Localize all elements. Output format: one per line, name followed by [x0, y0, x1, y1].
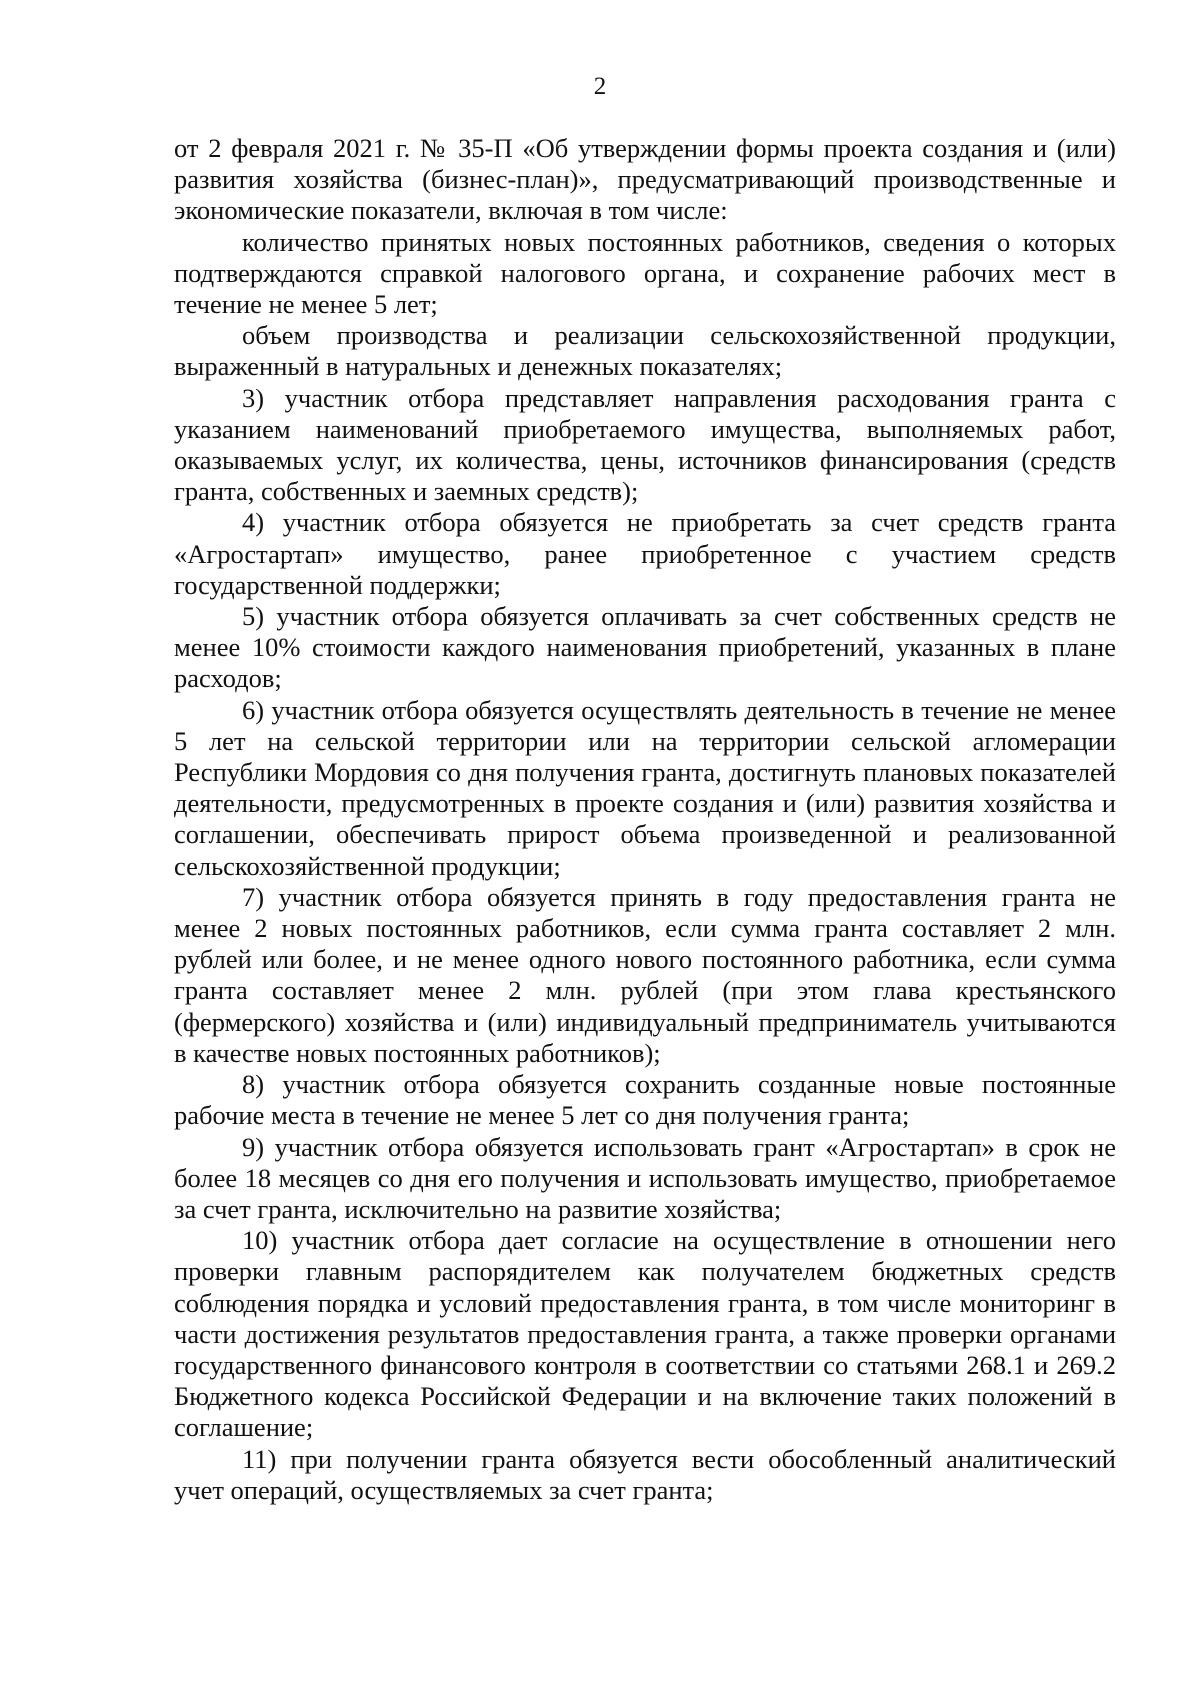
paragraph: 8) участник отбора обязуется сохранить созданные новые постоянные рабочие места в течение не менее 5 лет со дня получения гранта;	[174, 1069, 1116, 1131]
paragraph: объем производства и реализации сельскохозяйственной продукции, выраженный в натуральных и денежных показателях;	[174, 320, 1116, 382]
paragraph: 11) при получении гранта обязуется вести обособленный аналитический учет операций, осуществляемых за счет гранта;	[174, 1443, 1116, 1505]
document-body	[174, 133, 1116, 1506]
page-number: 2	[593, 73, 607, 100]
paragraph: от 2 февраля 2021 г. № 35-П «Об утверждении формы проекта создания и (или) развития хозяйства (бизнес-план)», предусматривающий производственные и экономические показатели, включая в том числе:	[174, 133, 1116, 226]
paragraph: 4) участник отбора обязуется не приобретать за счет средств гранта «Агростартап» имущество, ранее приобретенное с участием средств государственной поддержки;	[174, 507, 1116, 600]
paragraph: 3) участник отбора представляет направления расходования гранта с указанием наименований приобретаемого имущества, выполняемых работ, оказываемых услуг, их количества, цены, источников финансирования (средств гранта, собственных и заемных средств);	[174, 382, 1116, 507]
paragraph: 7) участник отбора обязуется принять в году предоставления гранта не менее 2 новых постоянных работников, если сумма гранта составляет 2 млн. рублей или более, и не менее одного нового постоянного работника, если сумма гранта составляет менее 2 млн. рублей (при этом глава крестьянского (фермерского) хозяйства и (или) индивидуальный предприниматель учитываются в качестве новых постоянных работников);	[174, 881, 1116, 1068]
paragraph: количество принятых новых постоянных работников, сведения о которых подтверждаются справкой налогового органа, и сохранение рабочих мест в течение не менее 5 лет;	[174, 226, 1116, 320]
paragraph: 5) участник отбора обязуется оплачивать за счет собственных средств не менее 10% стоимости каждого наименования приобретений, указанных в плане расходов;	[174, 601, 1116, 694]
paragraph: 10) участник отбора дает согласие на осуществление в отношении него проверки главным распорядителем как получателем бюджетных средств соблюдения порядка и условий предоставления гранта, в том числе мониторинг в части достижения результатов предоставления гранта, а также проверки органами государственного финансового контроля в соответствии со статьями 268.1 и 269.2 Бюджетного кодекса Российской Федерации и на включение таких положений в соглашение;	[174, 1225, 1116, 1443]
paragraph: 9) участник отбора обязуется использовать грант «Агростартап» в срок не более 18 месяцев со дня его получения и использовать имущество, приобретаемое за счет гранта, исключительно на развитие хозяйства;	[174, 1131, 1116, 1224]
paragraph: 6) участник отбора обязуется осуществлять деятельность в течение не менее 5 лет на сельской территории или на территории сельской агломерации Республики Мордовия со дня получения гранта, достигнуть плановых показателей деятельности, предусмотренных в проекте создания и (или) развития хозяйства и соглашении, обеспечивать прирост объема произведенной и реализованной сельскохозяйственной продукции;	[174, 694, 1116, 881]
